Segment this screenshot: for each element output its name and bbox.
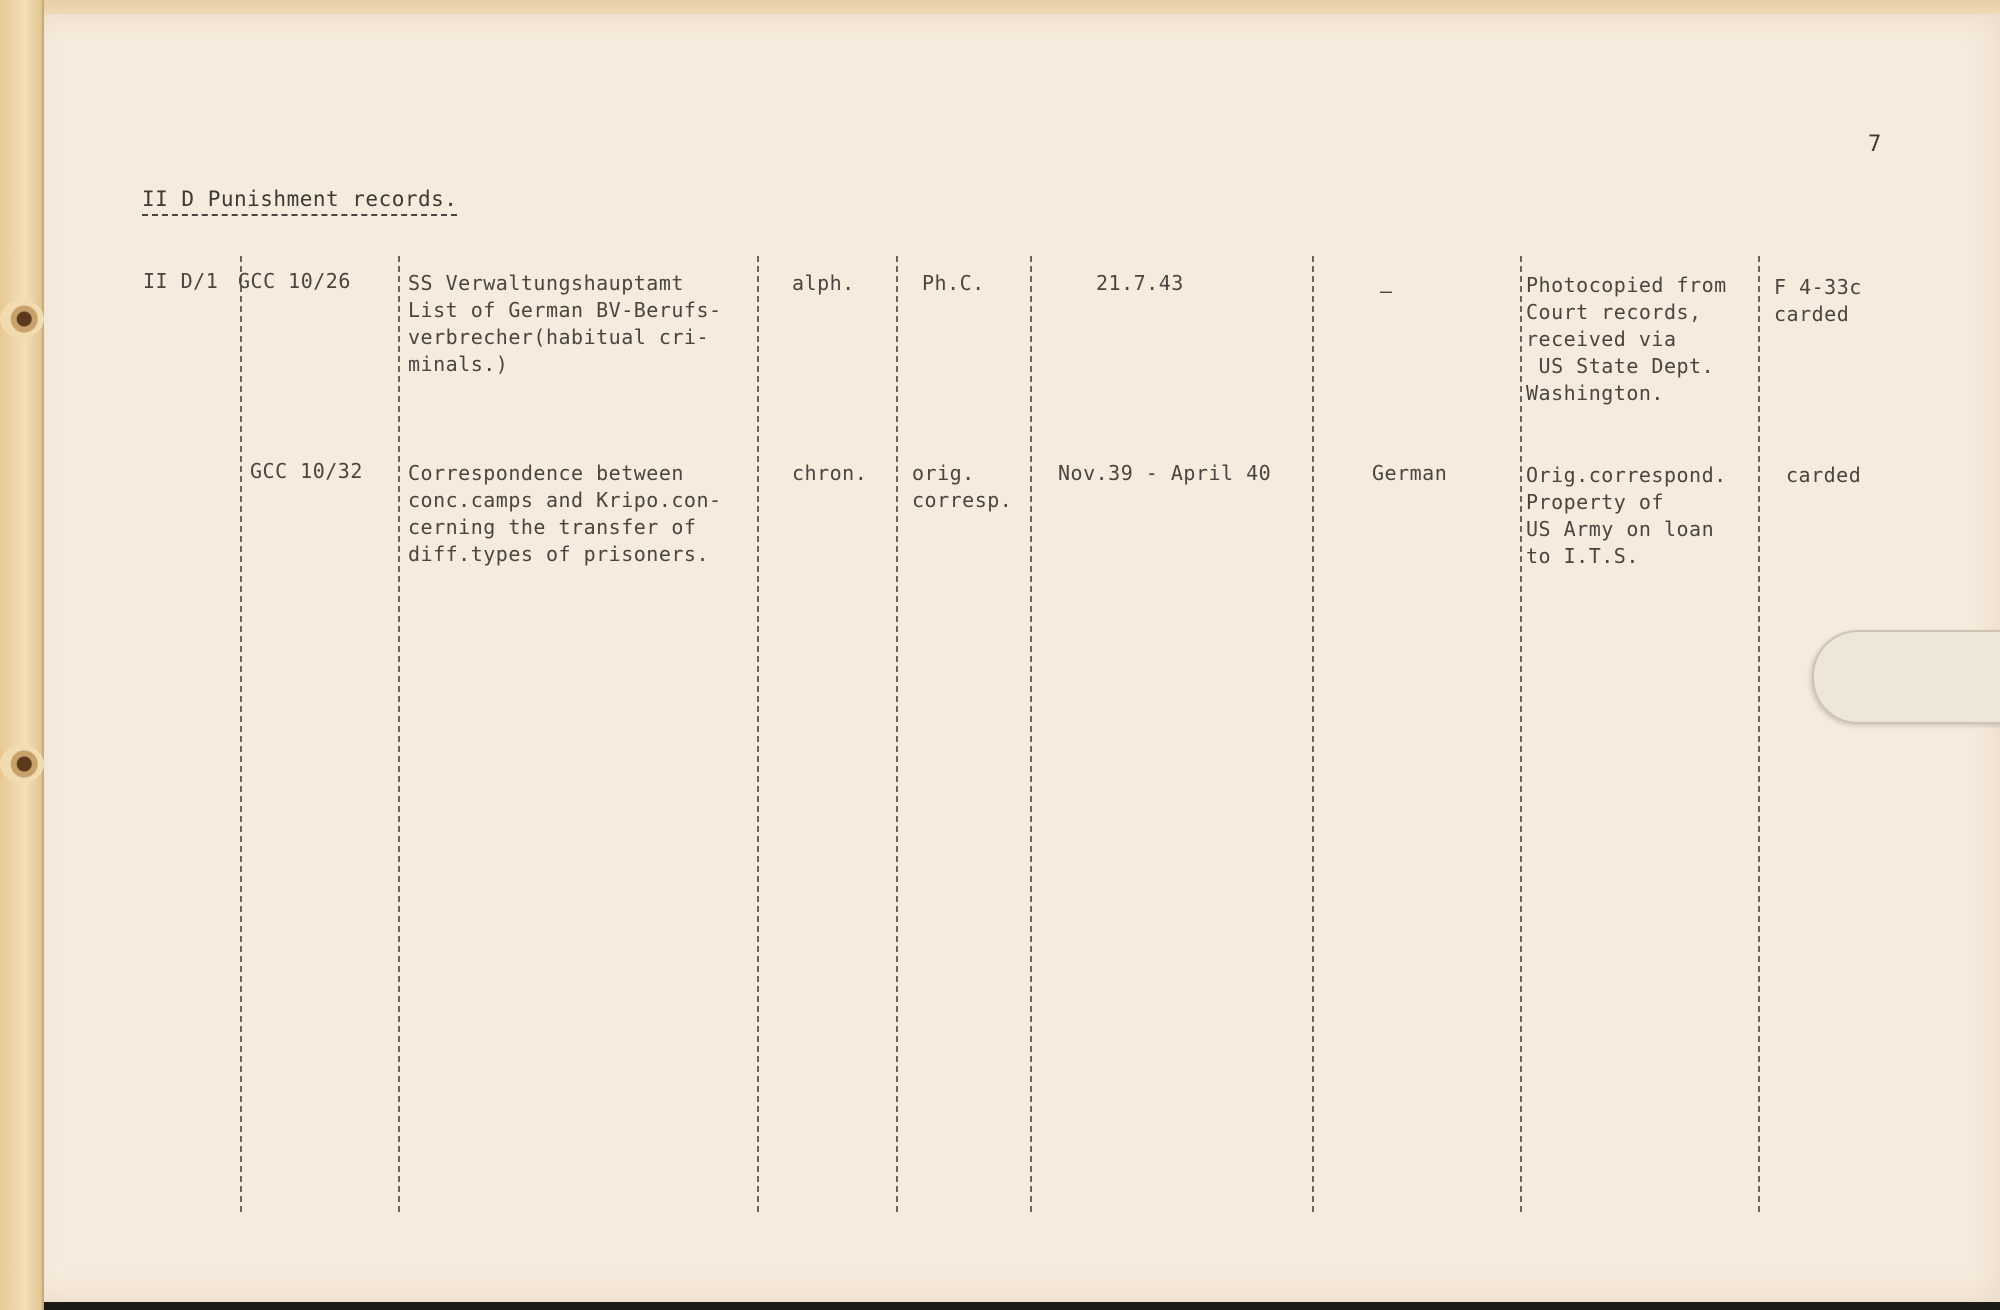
item-number: II D/1 [143,269,219,293]
date-cell: Nov.39 - April 40 [1058,461,1272,485]
index-tab[interactable] [1812,630,2000,724]
binder-spine [0,0,44,1310]
column-divider [1520,256,1522,1212]
type-cell: Ph.C. [922,271,985,295]
column-divider [757,256,759,1212]
description-cell: Correspondence between conc.camps and Kripo.con- cerning the transfer of diff.types of prisoners. [408,461,722,566]
page-number: 7 [1868,132,1882,157]
reference-code: GCC 10/26 [238,269,351,293]
remarks-cell: carded [1786,463,1862,487]
column-divider [1030,256,1032,1212]
arrangement-cell: alph. [792,271,855,295]
column-divider [240,256,242,1212]
provenance-cell: Photocopied from Court records, received via US State Dept. Washington. [1526,273,1727,405]
remarks-cell: F 4-33c carded [1774,275,1862,326]
type-cell: orig. corresp. [912,461,1013,512]
column-divider [896,256,898,1212]
column-divider [1312,256,1314,1212]
binder-ring-lower [0,745,44,783]
arrangement-cell: chron. [792,461,868,485]
section-heading: II D Punishment records. [142,186,457,216]
language-cell: – [1380,279,1393,303]
date-cell: 21.7.43 [1096,271,1184,295]
provenance-cell: Orig.correspond. Property of US Army on loan to I.T.S. [1526,463,1727,568]
column-divider [398,256,400,1212]
column-divider [1758,256,1760,1212]
language-cell: German [1372,461,1448,485]
description-cell: SS Verwaltungshauptamt List of German BV-Berufs- verbrecher(habitual cri- minals.) [408,271,722,376]
reference-code: GCC 10/32 [250,459,363,483]
binder-ring-upper [0,300,44,338]
